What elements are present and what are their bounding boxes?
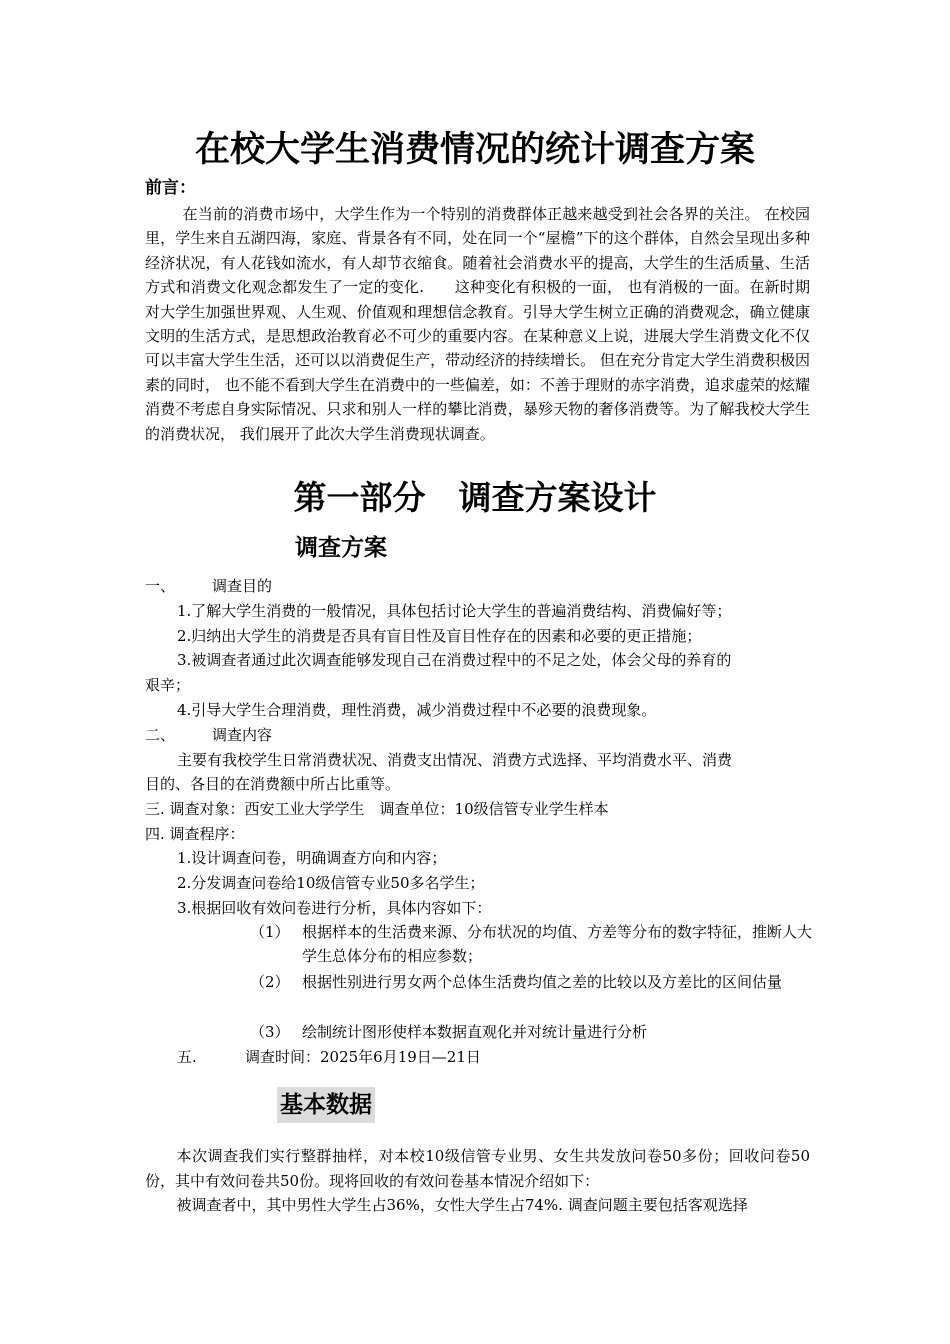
purpose-item-3: 3.被调查者通过此次调查能够发现自己在消费过程中的不足之处，体会父母的养育的: [177, 651, 732, 669]
procedure-step-2: 2.分发调查问卷给10级信管专业50多名学生；: [177, 874, 485, 892]
analysis-item: [250, 1020, 820, 1046]
section2-number: 二、: [145, 726, 176, 744]
foreword-body: [145, 202, 810, 446]
analysis-item-text: 根据样本的生活费来源、分布状况的均值、方差等分布的数字特征，推断人大学生总体分布的相应参数；: [302, 923, 813, 965]
document-title: 在校大学生消费情况的统计调查方案: [194, 130, 755, 170]
section5-number: 五.: [177, 1048, 197, 1066]
section5-text: 调查时间：2025年6月19日—21日: [245, 1048, 481, 1066]
foreword-paragraph: 在当前的消费市场中，大学生作为一个特别的消费群体正越来越受到社会各界的关注。 在校园里，学生来自五湖四海，家庭、背景各有不同，处在同一个“屋檐”下的这个群体，自然会呈现出多种经济状况，有人花钱如流水，有人却节衣缩食。随着社会消费水平的提高，大学生的生活质量、生活方式和消费文化观念都发生了一定的变化. 这种变化有积极的一面， 也有消极的一面。在新时期对大学生加强世界观、人生观、价值观和理想信念教育。引导大学生树立正确的消费观念，确立健康文明的生活方式，是思想政治教育必不可少的重要内容。在某种意义上说，进展大学生消费文化不仅可以丰富大学生生活，还可以以消费促生产，带动经济的持续增长。 但在充分肯定大学生消费积极因素的同时， 也不能不看到大学生在消费中的一些偏差，如：不善于理财的赤字消费，追求虚荣的炫耀消费不考虑自身实际情况、只求和别人一样的攀比消费，暴殄天物的奢侈消费等。为了解我校大学生的消费状况， 我们展开了此次大学生消费现状调查。: [145, 205, 810, 443]
procedure-step-3: 3.根据回收有效问卷进行分析，具体内容如下：: [177, 899, 492, 917]
section1-number: 一、: [145, 577, 176, 595]
analysis-item: [250, 970, 820, 1020]
content-line-1: 主要有我校学生日常消费状况、消费支出情况、消费方式选择、平均消费水平、消费: [177, 751, 733, 769]
purpose-item-3-continued: 艰辛；: [145, 676, 191, 694]
section2-heading: 调查内容: [212, 726, 273, 744]
basic-data-paragraph-2: 被调查者中，其中男性大学生占36%，女性大学生占74%. 调查问题主要包括客观选择: [176, 1196, 748, 1214]
section3-text: 三. 调查对象：西安工业大学学生 调查单位：10级信管专业学生样本: [145, 800, 609, 818]
content-line-2: 目的、各目的在消费额中所占比重等。: [145, 775, 401, 793]
foreword-label: 前言：: [145, 178, 196, 198]
analysis-item-number: （1）: [250, 923, 290, 941]
section1-heading: 调查目的: [212, 577, 273, 595]
procedure-step-1: 1.设计调查问卷，明确调查方向和内容；: [177, 849, 447, 867]
survey-plan-title: 调查方案: [295, 535, 387, 561]
analysis-item-text: 绘制统计图形使样本数据直观化并对统计量进行分析: [302, 1023, 648, 1041]
analysis-item-text: 根据性别进行男女两个总体生活费均值之差的比较以及方差比的区间估量: [302, 973, 783, 991]
section4-heading: 四. 调查程序：: [145, 825, 245, 843]
basic-data-title: 基本数据: [277, 1087, 375, 1123]
basic-data-paragraph-1: 本次调查我们实行整群抽样，对本校10级信管专业男、女生共发放问卷50多份；回收问卷50份，其中有效问卷共50份。现将回收的有效问卷基本情况介绍如下：: [145, 1147, 810, 1190]
purpose-item-4: 4.引导大学生合理消费，理性消费，减少消费过程中不必要的浪费现象。: [177, 701, 657, 719]
part-one-title: 第一部分 调查方案设计: [293, 478, 657, 517]
analysis-item-number: （2）: [250, 973, 290, 991]
analysis-item: [250, 920, 820, 970]
purpose-item-1: 1.了解大学生消费的一般情况，具体包括讨论大学生的普遍消费结构、消费偏好等；: [177, 602, 732, 620]
analysis-item-number: （3）: [250, 1023, 290, 1041]
purpose-item-2: 2.归纳出大学生的消费是否具有盲目性及盲目性存在的因素和必要的更正措施；: [177, 627, 702, 645]
